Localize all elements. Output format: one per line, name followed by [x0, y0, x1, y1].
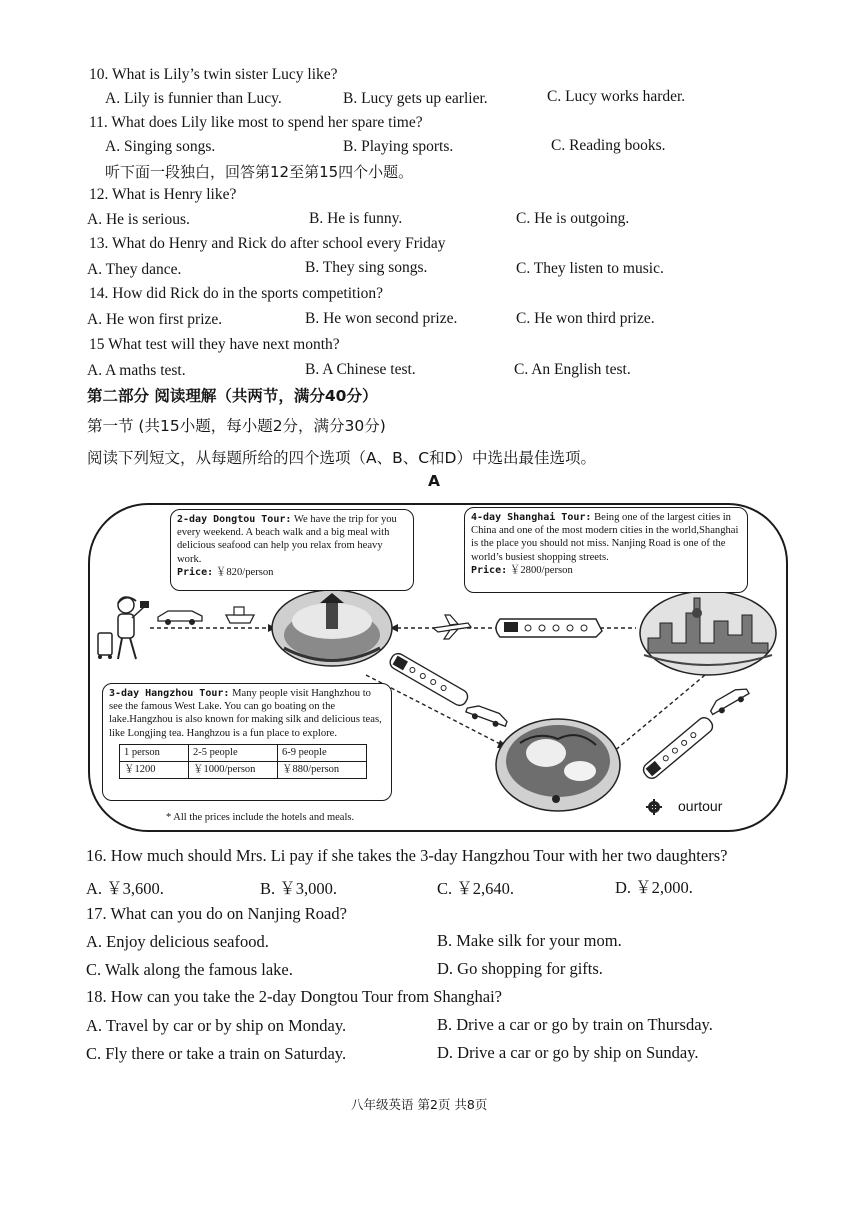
dongtou-tour-title: 2-day Dongtou Tour:	[177, 514, 292, 525]
option-a: A. Enjoy delicious seafood.	[86, 932, 269, 951]
table-header-cell: 6-9 people	[278, 744, 367, 761]
hangzhou-tour-title: 3-day Hangzhou Tour:	[109, 688, 230, 699]
option-d: D. ￥2,000.	[615, 878, 693, 897]
option-a: A. He is serious.	[87, 211, 190, 228]
option-c: C. He is outgoing.	[516, 210, 630, 227]
option-b: B. He is funny.	[309, 210, 403, 227]
reading-instruction: 阅读下列短文，从每题所给的四个选项（A、B、C和D）中选出最佳选项。	[87, 449, 596, 467]
question-text: 12. What is Henry like?	[89, 186, 237, 203]
option-d: D. Drive a car or go by ship on Sunday.	[437, 1043, 699, 1062]
car-icon	[464, 703, 508, 731]
option-d: D. Go shopping for gifts.	[437, 959, 603, 978]
shanghai-tour-text: Being one of the largest cities in China and one of the most modern cities in the world,Shanghai is the place you should not miss. Nanjing Road is one of the world’s busiest shopping streets.	[471, 512, 739, 563]
train-icon	[496, 619, 602, 637]
page-footer: 八年级英语 第2页 共8页	[351, 1097, 488, 1112]
option-b: B. Lucy gets up earlier.	[343, 90, 488, 107]
hangzhou-tour-text: Many people visit Hanghzhou to see the famous West Lake. You can go boating on the lake.Hangzhou is also known for making silk and delicious teas, like Longjing tea. Hanghzou is a fun place to explore.	[109, 688, 382, 739]
dongtou-tour-text: We have the trip for you every weekend. A beach walk and a big meal with delicious seafood can help you relax from heavy work.	[177, 514, 397, 565]
option-b: B. A Chinese test.	[305, 361, 416, 378]
option-a: A. A maths test.	[87, 362, 186, 379]
part-title: 第二部分 阅读理解（共两节，满分40分）	[87, 387, 378, 405]
plane-icon	[433, 615, 471, 639]
option-a: A. Singing songs.	[105, 138, 216, 155]
logo-text: ourtour	[678, 798, 723, 814]
shanghai-tour-title: 4-day Shanghai Tour:	[471, 512, 592, 523]
question-text: 16. How much should Mrs. Li pay if she takes the 3-day Hangzhou Tour with her two daughters?	[86, 846, 728, 865]
section-title: 第一节 (共15小题，每小题2分，满分30分)	[87, 417, 386, 435]
option-b: B. They sing songs.	[305, 259, 428, 276]
dongtou-island-icon	[272, 590, 392, 666]
ship-icon	[226, 607, 254, 623]
train-icon	[388, 651, 470, 708]
train-icon	[641, 715, 716, 781]
shanghai-tour-bubble	[464, 507, 748, 593]
dongtou-tour-bubble	[170, 509, 414, 591]
option-b: B. ￥3,000.	[260, 879, 338, 898]
question-text: 17. What can you do on Nanjing Road?	[86, 904, 347, 923]
dongtou-price: ￥820/person	[215, 566, 274, 578]
hangzhou-tour-bubble	[102, 683, 392, 801]
monologue-instruction: 听下面一段独白，回答第12至第15四个小题。	[105, 163, 414, 181]
table-header-cell: 2-5 people	[189, 744, 278, 761]
tour-poster	[88, 503, 786, 830]
option-b: B. He won second prize.	[305, 310, 458, 327]
table-price-cell: ￥1000/person	[189, 761, 278, 778]
dongtou-price-label: Price:	[177, 566, 214, 578]
option-c: C. Reading books.	[551, 137, 666, 154]
shanghai-price: ￥2800/person	[509, 564, 573, 576]
option-c: C. An English test.	[514, 361, 631, 378]
question-text: 15 What test will they have next month?	[89, 336, 340, 353]
option-c: C. ￥2,640.	[437, 879, 515, 898]
option-c: C. Lucy works harder.	[547, 88, 686, 105]
table-price-cell: ￥1200	[120, 761, 189, 778]
ourtour-logo-icon	[646, 799, 662, 815]
question-text: 18. How can you take the 2-day Dongtou Tour from Shanghai?	[86, 987, 502, 1006]
car-icon	[158, 611, 202, 625]
option-b: B. Playing sports.	[343, 138, 454, 155]
option-c: C. Fly there or take a train on Saturday.	[86, 1044, 347, 1063]
car-icon	[708, 685, 751, 718]
option-a: A. Travel by car or by ship on Monday.	[86, 1016, 347, 1035]
shanghai-price-label: Price:	[471, 564, 508, 576]
option-a: A. They dance.	[87, 261, 182, 278]
option-c: C. Walk along the famous lake.	[86, 960, 293, 979]
question-text: 13. What do Henry and Rick do after school every Friday	[89, 235, 446, 252]
option-b: B. Make silk for your mom.	[437, 931, 622, 950]
option-c: C. They listen to music.	[516, 260, 664, 277]
question-text: 10. What is Lily’s twin sister Lucy like?	[89, 66, 338, 83]
option-c: C. He won third prize.	[516, 310, 655, 327]
option-a: A. Lily is funnier than Lucy.	[105, 90, 282, 107]
table-price-cell: ￥880/person	[278, 761, 367, 778]
question-text: 11. What does Lily like most to spend her spare time?	[89, 114, 423, 131]
passage-label: A	[428, 472, 440, 490]
table-header-cell: 1 person	[120, 744, 189, 761]
price-note: * All the prices include the hotels and meals.	[166, 812, 355, 823]
question-text: 14. How did Rick do in the sports competition?	[89, 285, 384, 302]
option-a: A. He won first prize.	[87, 311, 223, 328]
option-a: A. ￥3,600.	[86, 879, 164, 898]
shanghai-skyline-icon	[640, 591, 776, 675]
traveler-icon	[98, 597, 149, 659]
option-b: B. Drive a car or go by train on Thursday.	[437, 1015, 713, 1034]
hangzhou-lake-icon	[496, 719, 620, 811]
hangzhou-price-table	[119, 744, 367, 779]
